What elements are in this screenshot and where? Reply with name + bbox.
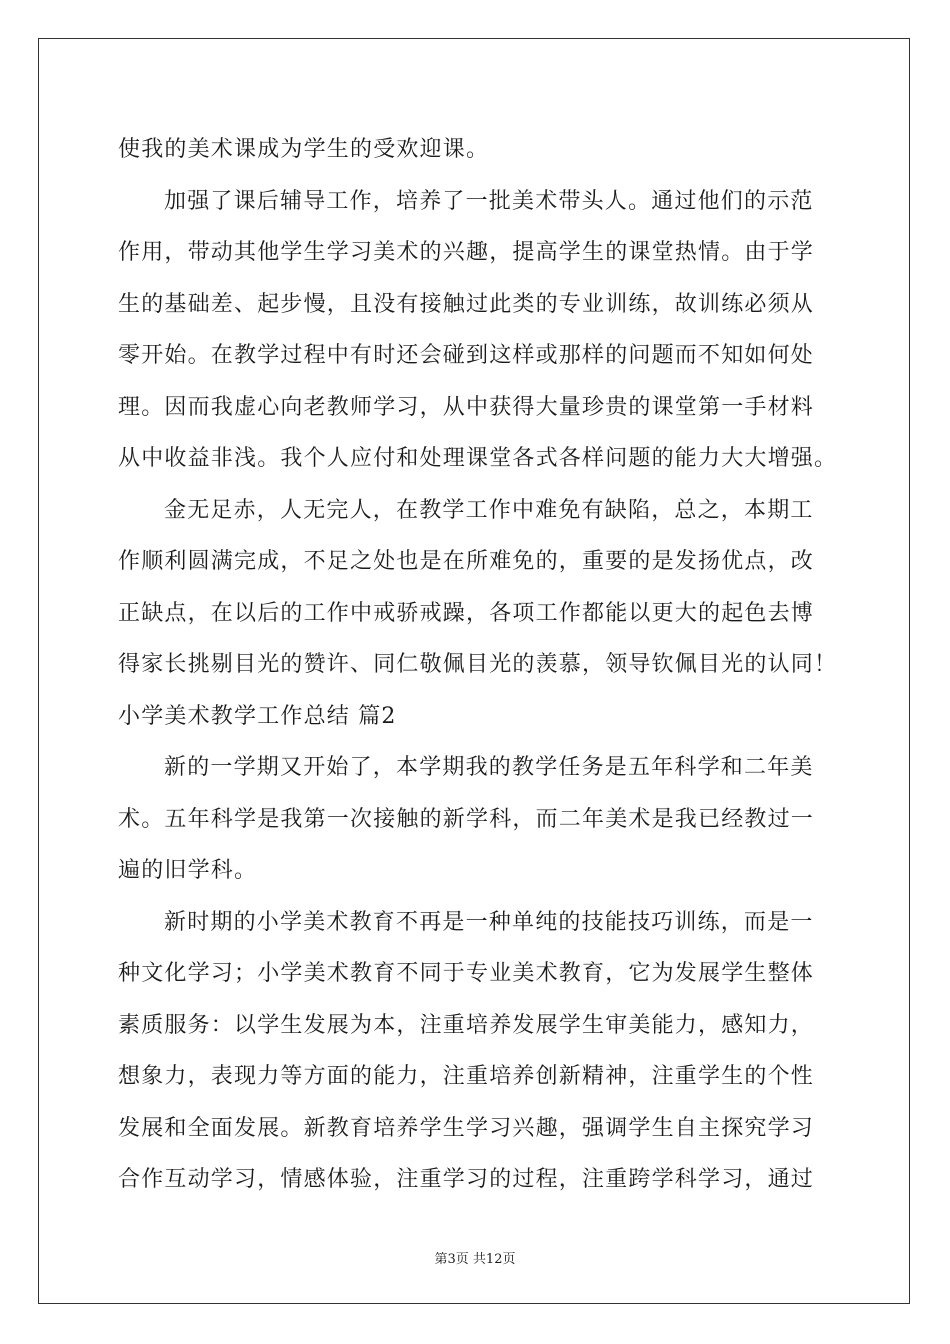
body-line: 作用，带动其他学生学习美术的兴趣，提高学生的课堂热情。由于学 (118, 240, 815, 265)
body-line: 生的基础差、起步慢，且没有接触过此类的专业训练，故训练必须从 (118, 291, 815, 317)
body-line: 术。五年科学是我第一次接触的新学科，而二年美术是我已经教过一 (118, 806, 815, 832)
body-line: 得家长挑剔目光的赞许、同仁敬佩目光的羡慕，领导钦佩目光的认同！ (118, 652, 838, 677)
body-line: 使我的美术课成为学生的受欢迎课。 (118, 137, 490, 162)
body-line: 零开始。在教学过程中有时还会碰到这样或那样的问题而不知如何处 (118, 343, 815, 368)
paragraph-first-line: 新的一学期又开始了，本学期我的教学任务是五年科学和二年美 (164, 755, 814, 780)
paragraph-first-line: 金无足赤，人无完人，在教学工作中难免有缺陷，总之，本期工 (164, 497, 814, 523)
document-body (118, 124, 840, 1206)
body-line: 理。因而我虚心向老教师学习，从中获得大量珍贵的课堂第一手材料 (118, 394, 815, 420)
paragraph-first-line: 加强了课后辅导工作，培养了一批美术带头人。通过他们的示范 (164, 188, 814, 214)
page-number-footer: 第3页 共12页 (434, 1252, 516, 1267)
body-line: 素质服务：以学生发展为本，注重培养发展学生审美能力，感知力， (118, 1012, 815, 1038)
body-line: 正缺点，在以后的工作中戒骄戒躁，各项工作都能以更大的起色去博 (118, 600, 815, 626)
section-heading: 小学美术教学工作总结 篇2 (118, 703, 397, 729)
body-line: 种文化学习；小学美术教育不同于专业美术教育，它为发展学生整体 (118, 961, 815, 986)
body-line: 遍的旧学科。 (118, 858, 258, 883)
body-line: 发展和全面发展。新教育培养学生学习兴趣，强调学生自主探究学习 (118, 1115, 815, 1141)
body-line: 想象力，表现力等方面的能力，注重培养创新精神，注重学生的个性 (118, 1064, 815, 1089)
paragraph-first-line: 新时期的小学美术教育不再是一种单纯的技能技巧训练，而是一 (164, 909, 814, 935)
body-line: 合作互动学习，情感体验，注重学习的过程，注重跨学科学习，通过 (118, 1167, 815, 1192)
body-line: 从中收益非浅。我个人应付和处理课堂各式各样问题的能力大大增强。 (118, 446, 838, 471)
body-line: 作顺利圆满完成，不足之处也是在所难免的，重要的是发扬优点，改 (118, 549, 815, 574)
